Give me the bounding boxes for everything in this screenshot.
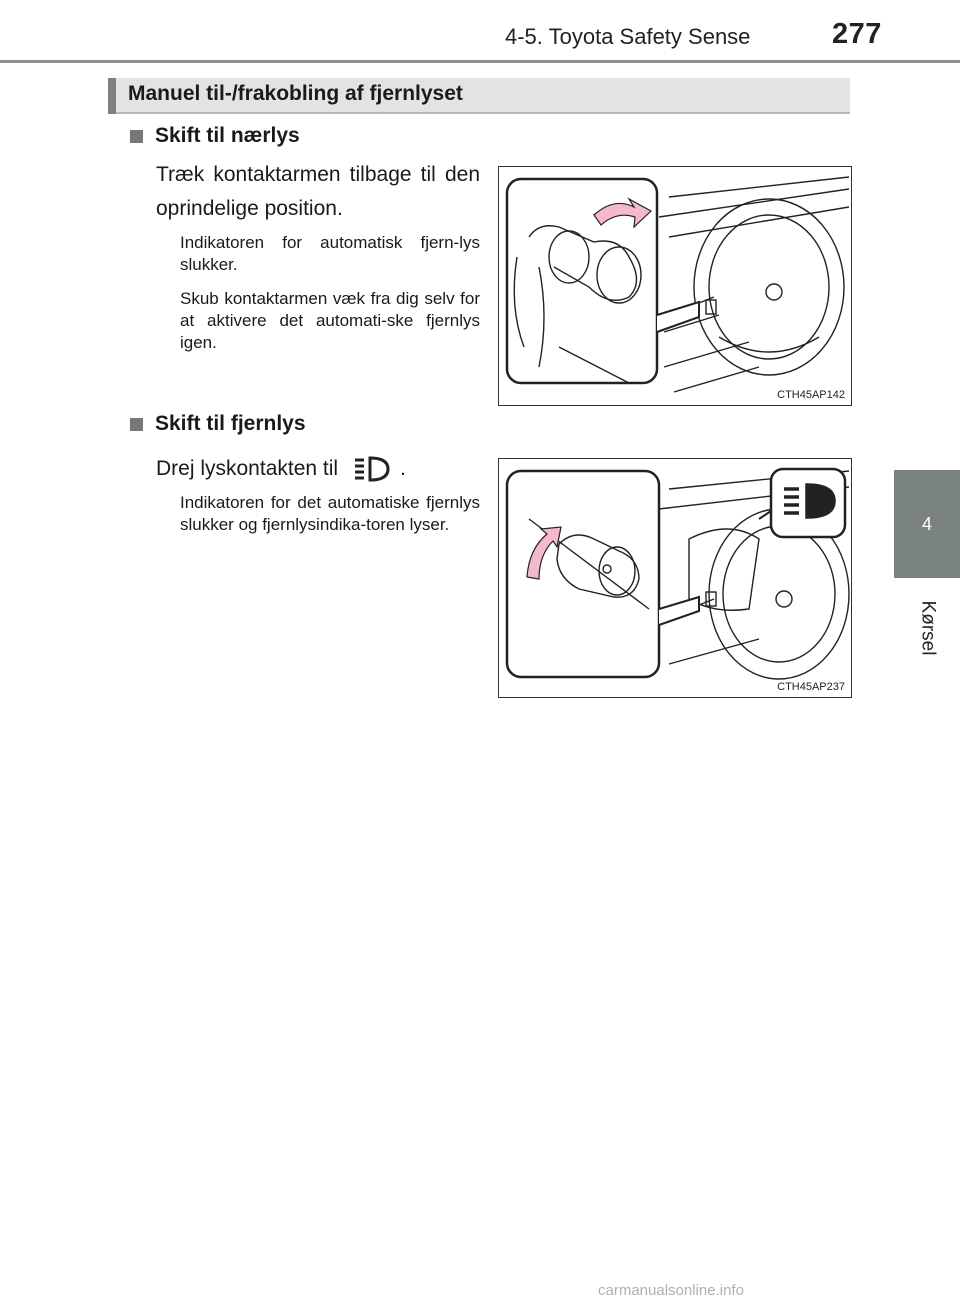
note-low-beam-2: Skub kontaktarmen væk fra dig selv for at aktivere det automati-ske fjernlys igen. — [180, 289, 480, 352]
note-low-beam-1: Indikatoren for automatisk fjern-lys slukker. — [180, 233, 480, 274]
instruction-low-beam: Træk kontaktarmen tilbage til den oprindelige position. — [156, 163, 480, 220]
chapter-label: Kørsel — [917, 600, 938, 656]
figure-code: CTH45AP237 — [777, 681, 845, 693]
chapter-tab[interactable] — [894, 470, 960, 578]
headlight-high-beam-icon — [352, 454, 392, 484]
figure-low-beam — [498, 166, 852, 406]
switch-turn-illustration — [499, 459, 851, 697]
section-accent — [108, 78, 116, 114]
chapter-number: 4 — [921, 513, 932, 534]
subheading-low-beam: Skift til nærlys — [130, 124, 300, 148]
lever-pull-illustration — [499, 167, 851, 405]
figure-code: CTH45AP142 — [777, 389, 845, 401]
figure-high-beam — [498, 458, 852, 698]
section-title-bar — [108, 78, 850, 114]
section-title: Manuel til-/frakobling af fjernlyset — [128, 82, 463, 105]
bullet-square-icon — [130, 130, 143, 143]
bullet-square-icon — [130, 418, 143, 431]
note-high-beam-1: Indikatoren for det automatiske fjernlys slukker og fjernlysindika-toren lyser. — [180, 493, 480, 534]
header-section-title: 4-5. Toyota Safety Sense — [505, 24, 751, 49]
instruction-high-beam: Drej lyskontakten til . — [156, 452, 480, 486]
footer-watermark[interactable]: carmanualsonline.info — [598, 1282, 744, 1299]
page-number: 277 — [832, 18, 882, 50]
header-rule — [0, 60, 960, 63]
subheading-high-beam: Skift til fjernlys — [130, 412, 306, 436]
